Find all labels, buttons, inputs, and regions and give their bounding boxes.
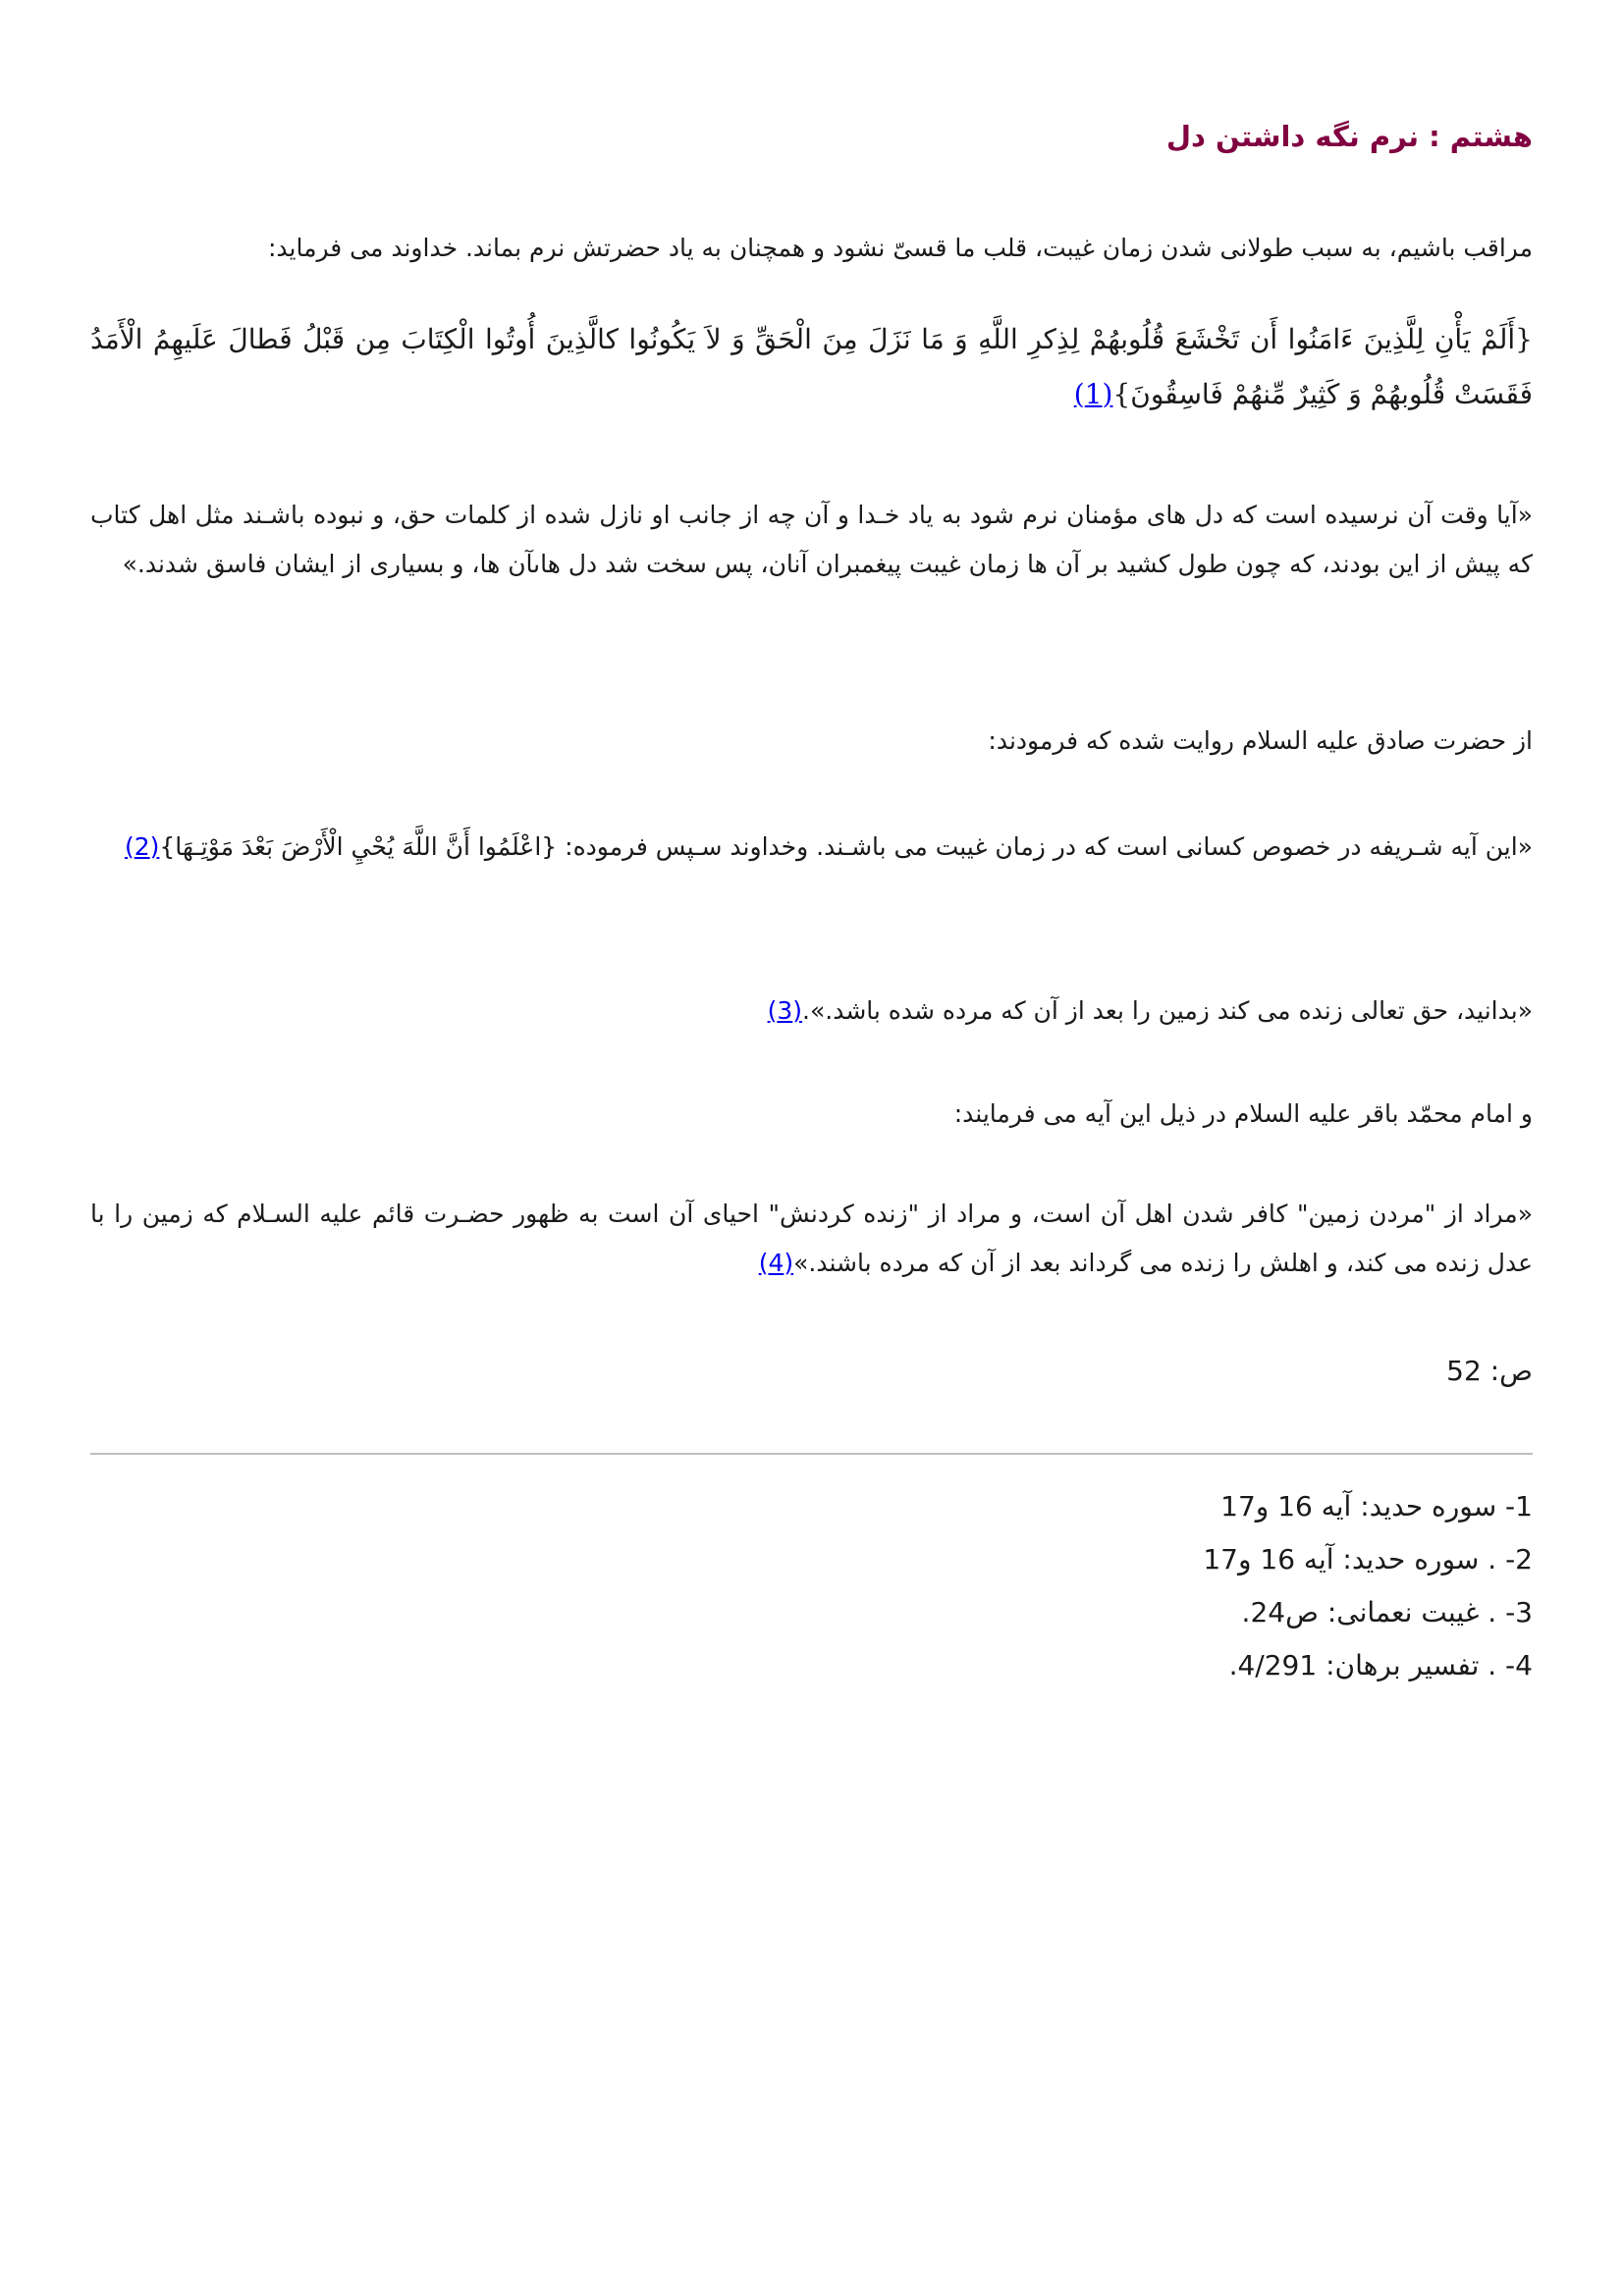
footnotes-list (1203, 1480, 1533, 1692)
paragraph-narration (90, 823, 1533, 872)
paragraph-translation-text: «آيا وقت آن نرسيده است كه دل هاى مؤمنان نرم شود به ياد خـدا و آن چه از جانب او نازل شده از كلمات حق، و نبوده باشـند مثل اهل كتاب كه پيش از اين بودند، كه چون طول كشيد بر آن ها زمان غيبت پيغمبران آنان، پس سخت شد دل هاىآن ها، و بسيارى از ايشان فاسق شدند.» (90, 501, 1533, 578)
paragraph-narration-text: «اين آيه شـريفه در خصوص كسانى است كه در زمان غيبت مى باشـند. وخداوند سـپس فرموده: {اعْلَمُوا أَنَّ اللَّهَ يُحْيِ الْأَرْضَ بَعْدَ مَوْتِـهَا} (159, 832, 1533, 861)
quran-verse (90, 312, 1533, 422)
paragraph-imam-intro-text: و امام محمّد باقر عليه السلام در ذيل اين آيه مى فرمايند: (953, 1099, 1533, 1128)
paragraph-imam-quote-text: «مراد از "مردن زمين" كافر شدن اهل آن است، و مراد از "زنده كردنش" احياى آن است به ظهور حضـرت قائم عليه السـلام كه زمين را با عدل زنده مى كند، و اهلش را زنده مى گرداند بعد از آن كه مرده باشند.» (90, 1200, 1533, 1277)
footnote-link-1[interactable]: (1) (1073, 378, 1113, 410)
footnote-link-2[interactable]: (2) (124, 832, 160, 861)
paragraph-intro (90, 224, 1533, 273)
paragraph-intro-text: مراقب باشیم، به سبب طولانی شدن زمان غیبت، قلب ما قسیّ نشود و همچنان به یاد حضرتش نرم بماند. خداوند می فرماید: (267, 234, 1533, 262)
quran-verse-text: {أَلَمْ يَأْنِ لِلَّذِينَ ءَامَنُوا أَن تَخْشَعَ قُلُوبهُمْ لِذِكرِ اللَّهِ وَ مَا نَزَلَ مِنَ الْحَقِّ وَ لاَ يَكُونُوا كالَّذِينَ أُوتُوا الْكِتَابَ مِن قَبْلُ فَطالَ عَلَيهِمُ الْأَمَدُ فَقَسَتْ قُلُوبهُمْ وَ كَثِيرٌ مِّنهُمْ فَاسِقُونَ} (90, 323, 1533, 410)
paragraph-translation (90, 491, 1533, 589)
footnote-item: 3- . غيبت نعمانى: ص24. (1241, 1596, 1533, 1629)
footnote-item: 2- . سوره حديد: آيه 16 و17 (1203, 1543, 1533, 1575)
paragraph-explanation-text: «بدانيد، حق تعالى زنده مى كند زمين را بعد از آن كه مرده شده باشد.». (802, 996, 1533, 1025)
section-heading: هشتم : نرم نگه داشتن دل (1165, 120, 1533, 153)
footnote-item: 1- سوره حديد: آيه 16 و17 (1220, 1490, 1533, 1522)
page-number: ص: 52 (1446, 1355, 1533, 1387)
footnote-link-3[interactable]: (3) (767, 996, 803, 1025)
document-page (90, 0, 1533, 2296)
paragraph-imam-intro (90, 1090, 1533, 1139)
paragraph-explanation (90, 987, 1533, 1036)
paragraph-imam-quote (90, 1190, 1533, 1288)
footnote-item: 4- . تفسير برهان: 4/291. (1228, 1649, 1533, 1682)
footnote-divider (90, 1453, 1533, 1455)
footnote-link-4[interactable]: (4) (758, 1249, 794, 1277)
paragraph-narration-intro-text: از حضرت صادق عليه السلام روايت شده كه فرمودند: (988, 726, 1533, 755)
paragraph-narration-intro (90, 717, 1533, 766)
